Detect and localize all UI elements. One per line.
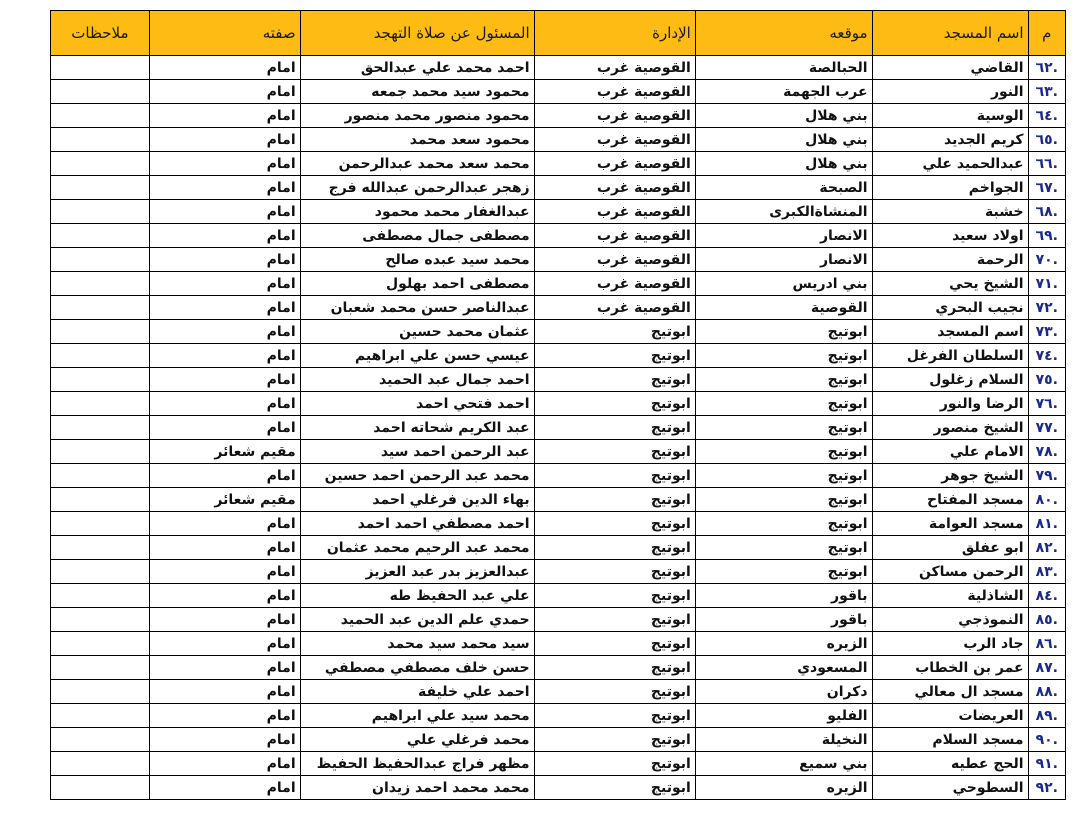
administration-cell: ابوتيج xyxy=(534,728,695,752)
table-row xyxy=(51,80,1066,104)
table-row xyxy=(51,704,1066,728)
administration-cell: القوصية غرب xyxy=(534,200,695,224)
administration-cell: القوصية غرب xyxy=(534,224,695,248)
location-cell: ابوتيج xyxy=(695,536,872,560)
mosque-name-cell: خشبة xyxy=(872,200,1028,224)
responsible-cell: احمد مصطفي احمد احمد xyxy=(300,512,534,536)
responsible-cell: علي عبد الحفيظ طه xyxy=(300,584,534,608)
row-number: .٦٢ xyxy=(1028,56,1065,80)
notes-cell xyxy=(51,248,150,272)
location-cell: الانصار xyxy=(695,248,872,272)
location-cell: الحبالصة xyxy=(695,56,872,80)
notes-cell xyxy=(51,776,150,800)
location-cell: ابوتيج xyxy=(695,416,872,440)
responsible-cell: احمد علي خليفة xyxy=(300,680,534,704)
location-cell: الصبحة xyxy=(695,176,872,200)
table-row xyxy=(51,128,1066,152)
notes-cell xyxy=(51,152,150,176)
row-number: .٧١ xyxy=(1028,272,1065,296)
mosque-name-cell: السلطان الفرغل xyxy=(872,344,1028,368)
table-row xyxy=(51,680,1066,704)
responsible-cell: عبدالعزيز بدر عبد العزيز xyxy=(300,560,534,584)
notes-cell xyxy=(51,296,150,320)
table-row xyxy=(51,224,1066,248)
responsible-cell: حمدي علم الدين عبد الحميد xyxy=(300,608,534,632)
responsible-cell: محمود منصور محمد منصور xyxy=(300,104,534,128)
administration-cell: القوصية غرب xyxy=(534,104,695,128)
row-number: .٦٤ xyxy=(1028,104,1065,128)
role-cell: امام xyxy=(149,80,300,104)
table-row xyxy=(51,296,1066,320)
mosque-name-cell: السطوحي xyxy=(872,776,1028,800)
administration-cell: القوصية غرب xyxy=(534,176,695,200)
role-cell: امام xyxy=(149,776,300,800)
row-number: .٨٧ xyxy=(1028,656,1065,680)
row-number: .٧٥ xyxy=(1028,368,1065,392)
location-cell: بني هلال xyxy=(695,152,872,176)
row-number: .٩٠ xyxy=(1028,728,1065,752)
administration-cell: ابوتيج xyxy=(534,464,695,488)
notes-cell xyxy=(51,704,150,728)
row-number: .٧٤ xyxy=(1028,344,1065,368)
notes-cell xyxy=(51,272,150,296)
row-number: .٩١ xyxy=(1028,752,1065,776)
table-row xyxy=(51,488,1066,512)
role-cell: امام xyxy=(149,56,300,80)
mosque-name-cell: نجيب البحري xyxy=(872,296,1028,320)
table-row xyxy=(51,344,1066,368)
mosque-table xyxy=(50,10,1066,800)
responsible-cell: احمد محمد علي عبدالحق xyxy=(300,56,534,80)
role-cell: امام xyxy=(149,728,300,752)
location-cell: ابوتيج xyxy=(695,464,872,488)
location-cell: ابوتيج xyxy=(695,368,872,392)
role-cell: امام xyxy=(149,224,300,248)
table-row xyxy=(51,416,1066,440)
responsible-cell: مصطفى جمال مصطفى xyxy=(300,224,534,248)
location-cell: ابوتيج xyxy=(695,560,872,584)
notes-cell xyxy=(51,680,150,704)
header-administration: الإدارة xyxy=(534,11,695,56)
notes-cell xyxy=(51,416,150,440)
role-cell: امام xyxy=(149,152,300,176)
administration-cell: ابوتيج xyxy=(534,656,695,680)
administration-cell: ابوتيج xyxy=(534,368,695,392)
row-number: .٧٨ xyxy=(1028,440,1065,464)
notes-cell xyxy=(51,320,150,344)
row-number: .٨٠ xyxy=(1028,488,1065,512)
role-cell: امام xyxy=(149,536,300,560)
notes-cell xyxy=(51,728,150,752)
mosque-name-cell: مسجد العوامة xyxy=(872,512,1028,536)
row-number: .٦٦ xyxy=(1028,152,1065,176)
responsible-cell: عيسي حسن علي ابراهيم xyxy=(300,344,534,368)
responsible-cell: احمد جمال عبد الحميد xyxy=(300,368,534,392)
table-row xyxy=(51,536,1066,560)
location-cell: بني ادريس xyxy=(695,272,872,296)
table-row xyxy=(51,728,1066,752)
row-number: .٨٥ xyxy=(1028,608,1065,632)
role-cell: امام xyxy=(149,392,300,416)
row-number: .٨٣ xyxy=(1028,560,1065,584)
administration-cell: ابوتيج xyxy=(534,776,695,800)
responsible-cell: احمد فتحي احمد xyxy=(300,392,534,416)
administration-cell: القوصية غرب xyxy=(534,248,695,272)
table-row xyxy=(51,608,1066,632)
notes-cell xyxy=(51,104,150,128)
notes-cell xyxy=(51,224,150,248)
mosque-name-cell: الرحمة xyxy=(872,248,1028,272)
row-number: .٧٢ xyxy=(1028,296,1065,320)
table-row xyxy=(51,248,1066,272)
responsible-cell: زهجر عبدالرحمن عبدالله فرج xyxy=(300,176,534,200)
notes-cell xyxy=(51,80,150,104)
location-cell: عرب الجهمة xyxy=(695,80,872,104)
mosque-name-cell: الجواخم xyxy=(872,176,1028,200)
header-row xyxy=(51,11,1066,56)
responsible-cell: محمد سعد محمد عبدالرحمن xyxy=(300,152,534,176)
role-cell: امام xyxy=(149,584,300,608)
table-row xyxy=(51,656,1066,680)
responsible-cell: عبدالناصر حسن محمد شعبان xyxy=(300,296,534,320)
table-row xyxy=(51,584,1066,608)
administration-cell: ابوتيج xyxy=(534,632,695,656)
header-notes: ملاحظات xyxy=(51,11,150,56)
responsible-cell: عبد الكريم شحاته احمد xyxy=(300,416,534,440)
role-cell: امام xyxy=(149,200,300,224)
notes-cell xyxy=(51,200,150,224)
role-cell: مقيم شعائر xyxy=(149,488,300,512)
administration-cell: ابوتيج xyxy=(534,488,695,512)
table-row xyxy=(51,152,1066,176)
table-row xyxy=(51,104,1066,128)
location-cell: بني هلال xyxy=(695,104,872,128)
row-number: .٦٧ xyxy=(1028,176,1065,200)
table-row xyxy=(51,752,1066,776)
location-cell: النخيلة xyxy=(695,728,872,752)
mosque-name-cell: ابو عفلق xyxy=(872,536,1028,560)
role-cell: امام xyxy=(149,296,300,320)
location-cell: ابوتيج xyxy=(695,320,872,344)
header-responsible: المسئول عن صلاة التهجد xyxy=(300,11,534,56)
role-cell: امام xyxy=(149,128,300,152)
table-row xyxy=(51,632,1066,656)
role-cell: امام xyxy=(149,704,300,728)
mosque-name-cell: الشيخ يحي xyxy=(872,272,1028,296)
mosque-name-cell: مسجد المفتاح xyxy=(872,488,1028,512)
administration-cell: القوصية غرب xyxy=(534,296,695,320)
notes-cell xyxy=(51,512,150,536)
administration-cell: ابوتيج xyxy=(534,560,695,584)
responsible-cell: عثمان محمد حسين xyxy=(300,320,534,344)
notes-cell xyxy=(51,368,150,392)
notes-cell xyxy=(51,392,150,416)
administration-cell: ابوتيج xyxy=(534,440,695,464)
row-number: .٩٢ xyxy=(1028,776,1065,800)
location-cell: باقور xyxy=(695,608,872,632)
row-number: .٧٧ xyxy=(1028,416,1065,440)
administration-cell: القوصية غرب xyxy=(534,272,695,296)
role-cell: امام xyxy=(149,248,300,272)
administration-cell: ابوتيج xyxy=(534,392,695,416)
responsible-cell: سيد محمد سيد محمد xyxy=(300,632,534,656)
notes-cell xyxy=(51,560,150,584)
mosque-name-cell: العريضات xyxy=(872,704,1028,728)
header-location: موقعه xyxy=(695,11,872,56)
responsible-cell: محمد محمد احمد زيدان xyxy=(300,776,534,800)
header-role: صفته xyxy=(149,11,300,56)
table-row xyxy=(51,272,1066,296)
table-row xyxy=(51,464,1066,488)
location-cell: القوصية xyxy=(695,296,872,320)
role-cell: امام xyxy=(149,656,300,680)
responsible-cell: محمد سيد عبده صالح xyxy=(300,248,534,272)
table-row xyxy=(51,560,1066,584)
row-number: .٨٨ xyxy=(1028,680,1065,704)
location-cell: ابوتيج xyxy=(695,440,872,464)
administration-cell: ابوتيج xyxy=(534,416,695,440)
location-cell: ابوتيج xyxy=(695,344,872,368)
location-cell: ابوتيج xyxy=(695,488,872,512)
mosque-name-cell: الرحمن مساكن xyxy=(872,560,1028,584)
role-cell: امام xyxy=(149,512,300,536)
table-row xyxy=(51,176,1066,200)
role-cell: امام xyxy=(149,632,300,656)
row-number: .٨٢ xyxy=(1028,536,1065,560)
responsible-cell: محمد عبد الرحمن احمد حسين xyxy=(300,464,534,488)
role-cell: امام xyxy=(149,344,300,368)
role-cell: مقيم شعائر xyxy=(149,440,300,464)
table-row xyxy=(51,200,1066,224)
notes-cell xyxy=(51,464,150,488)
notes-cell xyxy=(51,176,150,200)
responsible-cell: بهاء الدين فرغلي احمد xyxy=(300,488,534,512)
row-number: .٧٣ xyxy=(1028,320,1065,344)
responsible-cell: محمود سيد محمد جمعه xyxy=(300,80,534,104)
role-cell: امام xyxy=(149,560,300,584)
location-cell: الانصار xyxy=(695,224,872,248)
table-row xyxy=(51,368,1066,392)
responsible-cell: مصطفى احمد بهلول xyxy=(300,272,534,296)
administration-cell: ابوتيج xyxy=(534,704,695,728)
mosque-name-cell: عمر بن الخطاب xyxy=(872,656,1028,680)
notes-cell xyxy=(51,752,150,776)
administration-cell: القوصية غرب xyxy=(534,56,695,80)
notes-cell xyxy=(51,344,150,368)
table-row xyxy=(51,512,1066,536)
row-number: .٦٩ xyxy=(1028,224,1065,248)
notes-cell xyxy=(51,128,150,152)
responsible-cell: عبد الرحمن احمد سيد xyxy=(300,440,534,464)
role-cell: امام xyxy=(149,368,300,392)
role-cell: امام xyxy=(149,272,300,296)
administration-cell: ابوتيج xyxy=(534,536,695,560)
location-cell: المنشاةالكبرى xyxy=(695,200,872,224)
notes-cell xyxy=(51,440,150,464)
responsible-cell: محمود سعد محمد xyxy=(300,128,534,152)
location-cell: دكران xyxy=(695,680,872,704)
row-number: .٧٦ xyxy=(1028,392,1065,416)
notes-cell xyxy=(51,656,150,680)
role-cell: امام xyxy=(149,104,300,128)
administration-cell: ابوتيج xyxy=(534,512,695,536)
row-number: .٦٨ xyxy=(1028,200,1065,224)
administration-cell: القوصية غرب xyxy=(534,128,695,152)
mosque-name-cell: اسم المسجد xyxy=(872,320,1028,344)
location-cell: بني هلال xyxy=(695,128,872,152)
mosque-name-cell: الرضا والنور xyxy=(872,392,1028,416)
table-row xyxy=(51,776,1066,800)
header-mosque-name: اسم المسجد xyxy=(872,11,1028,56)
table-row xyxy=(51,440,1066,464)
location-cell: المسعودي xyxy=(695,656,872,680)
role-cell: امام xyxy=(149,752,300,776)
responsible-cell: مظهر فراج عبدالحفيظ الحفيظ xyxy=(300,752,534,776)
row-number: .٨٤ xyxy=(1028,584,1065,608)
administration-cell: ابوتيج xyxy=(534,752,695,776)
row-number: .٨٦ xyxy=(1028,632,1065,656)
mosque-name-cell: الوسية xyxy=(872,104,1028,128)
mosque-name-cell: القاضي xyxy=(872,56,1028,80)
role-cell: امام xyxy=(149,464,300,488)
notes-cell xyxy=(51,56,150,80)
mosque-name-cell: اولاد سعيد xyxy=(872,224,1028,248)
responsible-cell: محمد سيد علي ابراهيم xyxy=(300,704,534,728)
table-row xyxy=(51,320,1066,344)
administration-cell: ابوتيج xyxy=(534,344,695,368)
row-number: .٧٠ xyxy=(1028,248,1065,272)
administration-cell: القوصية غرب xyxy=(534,152,695,176)
notes-cell xyxy=(51,536,150,560)
row-number: .٨١ xyxy=(1028,512,1065,536)
location-cell: الزيره xyxy=(695,776,872,800)
notes-cell xyxy=(51,608,150,632)
administration-cell: ابوتيج xyxy=(534,320,695,344)
location-cell: الفليو xyxy=(695,704,872,728)
mosque-name-cell: عبدالحميد علي xyxy=(872,152,1028,176)
mosque-name-cell: النور xyxy=(872,80,1028,104)
mosque-name-cell: الشيخ جوهر xyxy=(872,464,1028,488)
administration-cell: ابوتيج xyxy=(534,608,695,632)
responsible-cell: عبدالغفار محمد محمود xyxy=(300,200,534,224)
administration-cell: ابوتيج xyxy=(534,584,695,608)
notes-cell xyxy=(51,488,150,512)
notes-cell xyxy=(51,584,150,608)
mosque-name-cell: الشيخ منصور xyxy=(872,416,1028,440)
administration-cell: القوصية غرب xyxy=(534,80,695,104)
responsible-cell: محمد فرغلي علي xyxy=(300,728,534,752)
row-number: .٧٩ xyxy=(1028,464,1065,488)
mosque-name-cell: الامام علي xyxy=(872,440,1028,464)
notes-cell xyxy=(51,632,150,656)
location-cell: باقور xyxy=(695,584,872,608)
location-cell: الزيره xyxy=(695,632,872,656)
mosque-name-cell: النموذجي xyxy=(872,608,1028,632)
row-number: .٨٩ xyxy=(1028,704,1065,728)
mosque-name-cell: الشاذلية xyxy=(872,584,1028,608)
responsible-cell: محمد عبد الرحيم محمد عثمان xyxy=(300,536,534,560)
table-row xyxy=(51,392,1066,416)
location-cell: بني سميع xyxy=(695,752,872,776)
mosque-name-cell: السلام زغلول xyxy=(872,368,1028,392)
mosque-name-cell: جاد الرب xyxy=(872,632,1028,656)
row-number: .٦٥ xyxy=(1028,128,1065,152)
role-cell: امام xyxy=(149,320,300,344)
mosque-name-cell: كريم الجديد xyxy=(872,128,1028,152)
row-number: .٦٣ xyxy=(1028,80,1065,104)
role-cell: امام xyxy=(149,176,300,200)
location-cell: ابوتيج xyxy=(695,512,872,536)
role-cell: امام xyxy=(149,416,300,440)
header-num: م xyxy=(1028,11,1065,56)
administration-cell: ابوتيج xyxy=(534,680,695,704)
role-cell: امام xyxy=(149,608,300,632)
location-cell: ابوتيج xyxy=(695,392,872,416)
mosque-name-cell: مسجد السلام xyxy=(872,728,1028,752)
responsible-cell: حسن خلف مصطفي مصطفي xyxy=(300,656,534,680)
mosque-name-cell: الحج عطيه xyxy=(872,752,1028,776)
table-row xyxy=(51,56,1066,80)
role-cell: امام xyxy=(149,680,300,704)
mosque-name-cell: مسجد ال معالي xyxy=(872,680,1028,704)
